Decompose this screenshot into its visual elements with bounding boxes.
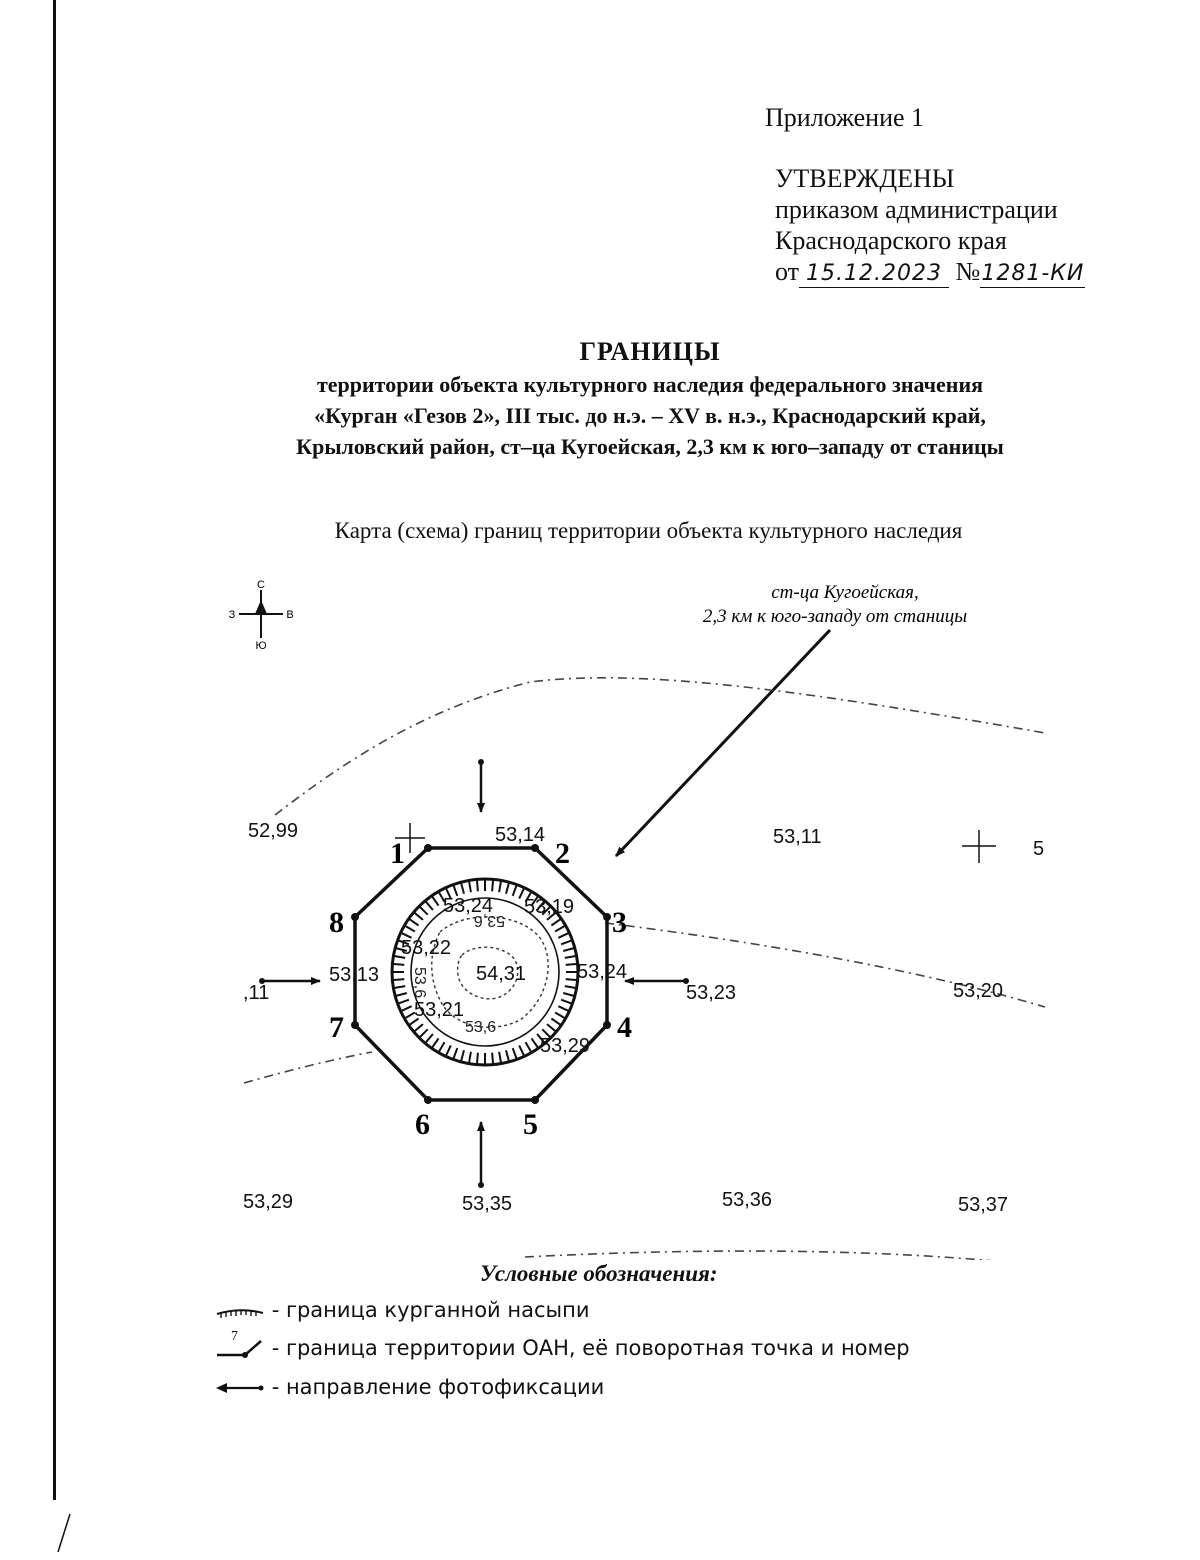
number-prefix: № [955, 257, 981, 286]
point-label-3: 3 [612, 906, 627, 939]
hachure-tick [401, 1006, 412, 1011]
map-caption: Карта (схема) границ территории объекта культурного наследия [334, 518, 963, 543]
title-main: ГРАНИЦЫ [579, 337, 721, 366]
hachure-tick [565, 986, 577, 988]
legend-item-mound [215, 1298, 589, 1322]
elevation-15: 53,29 [540, 1035, 591, 1057]
hachure-tick [425, 901, 433, 910]
hachure-tick [513, 885, 517, 896]
elevation-3: 53,11 [773, 826, 822, 848]
appendix-label: Приложение 1 [765, 103, 925, 132]
hachure-tick [499, 1052, 501, 1064]
hachure-tick [551, 919, 561, 926]
contour-label-top: 53,6 [473, 912, 505, 929]
hachure-tick [398, 1000, 409, 1004]
hachure-tick [477, 879, 478, 891]
hachure-tick [461, 882, 464, 894]
point-label-8: 8 [329, 906, 344, 939]
location-note-line-2: 2,3 км к юго-западу от станицы [702, 606, 968, 627]
elevation-17: 53,35 [462, 1193, 513, 1215]
pointer-arrow [616, 630, 830, 856]
hachure-tick [492, 1053, 493, 1065]
point-label-4: 4 [617, 1011, 632, 1044]
boundary-map [0, 560, 1200, 1260]
compass-e: В [286, 609, 294, 621]
elevation-6: 53,19 [524, 896, 575, 918]
legend-point-number: 7 [231, 1329, 238, 1344]
document-title [0, 335, 1200, 462]
hachure-tick [555, 926, 565, 932]
hachure-tick [526, 1042, 532, 1052]
hachure-tick [551, 1019, 561, 1026]
approved-line-1: приказом администрации [775, 195, 1058, 224]
hachure-tick [499, 880, 501, 892]
hachure-tick [519, 1045, 524, 1056]
legend-item-boundary-label: - граница территории ОАН, её поворотная точка и номер [271, 1336, 910, 1360]
hachure-tick [563, 948, 575, 951]
elevation-8: 53,13 [329, 964, 380, 986]
hachure-tick [432, 1038, 439, 1048]
elevation-19: 53,37 [958, 1194, 1009, 1216]
cross-marker-icon [962, 830, 996, 863]
hachure-tick [419, 906, 428, 915]
hachure-tick [414, 1024, 423, 1032]
photo-direction-symbol-icon [215, 1381, 265, 1395]
hachure-tick [532, 1038, 539, 1048]
boundary-point-symbol-icon [215, 1329, 265, 1361]
hachure-tick [395, 993, 407, 996]
hachure-tick [561, 1000, 572, 1004]
hachure-tick [425, 1034, 433, 1043]
hachure-tick [393, 986, 405, 988]
approved-line-2: Краснодарского края [775, 226, 1007, 255]
elevation-4: 5 [1033, 838, 1045, 860]
hachure-tick [405, 926, 415, 932]
hachure-tick [558, 1006, 569, 1011]
approved-date-line [775, 256, 1085, 288]
compass-s: Ю [255, 640, 267, 652]
hachure-tick [469, 1052, 471, 1064]
contour-label-bottom: 53,6 [465, 1019, 497, 1036]
title-line-3: Крыловский район, ст–ца Кугоейская, 2,3 км к юго–западу от станицы [296, 434, 1004, 459]
elevation-5: 53,24 [443, 895, 494, 917]
elevation-2: 53,14 [495, 824, 546, 846]
compass-w: З [228, 609, 236, 621]
elevation-1: 52,99 [248, 820, 299, 842]
hachure-tick [563, 993, 575, 996]
hachure-tick [565, 956, 577, 958]
hachure-tick [461, 1050, 464, 1062]
hachure-tick [469, 880, 471, 892]
elevation-marks [243, 820, 1044, 1216]
legend-title: Условные обозначения: [480, 1261, 718, 1286]
compass-rose-icon [229, 579, 294, 652]
elevation-9: 54,31 [476, 963, 527, 985]
hachure-tick [506, 1050, 509, 1062]
approval-block [775, 163, 1085, 288]
date-value: 15.12.2023 [799, 261, 949, 288]
hachure-tick [392, 979, 404, 980]
elevation-12: 53,20 [953, 980, 1004, 1002]
legend-item-photo [215, 1375, 604, 1399]
number-value: 1281-КИ [981, 261, 1085, 286]
hachure-tick [566, 979, 578, 980]
legend-item-boundary [215, 1329, 910, 1361]
title-line-2: «Курган «Гезов 2», III тыс. до н.э. – XV в. н.э., Краснодарский край, [314, 403, 986, 428]
hachure-tick [506, 882, 509, 894]
point-label-6: 6 [415, 1108, 430, 1141]
hachure-tick [453, 1048, 457, 1059]
hachure-tick [414, 912, 423, 920]
hachure-tick [561, 940, 572, 944]
hachure-tick [419, 1029, 428, 1038]
hachure-tick [439, 1042, 445, 1052]
legend-item-photo-label: - направление фотофиксации [271, 1375, 605, 1399]
approved-title: УТВЕРЖДЕНЫ [775, 164, 955, 193]
compass-n: С [257, 579, 265, 591]
elevation-16: 53,29 [243, 1191, 294, 1213]
hachure-tick [513, 1048, 517, 1059]
location-note-line-1: ст-ца Кугоейская, [771, 582, 919, 603]
hachure-tick [409, 919, 419, 926]
hachure-tick [547, 1024, 556, 1032]
mound-boundary-symbol-icon [215, 1301, 265, 1321]
point-label-1: 1 [390, 837, 405, 870]
hachure-tick [446, 1045, 451, 1056]
hachure-tick [566, 964, 578, 965]
hachure-tick [392, 964, 404, 965]
elevation-14: 53,21 [414, 999, 465, 1021]
hachure-tick [558, 933, 569, 938]
point-label-5: 5 [523, 1108, 538, 1141]
elevation-10: 53,24 [577, 961, 628, 983]
elevation-13: ,11 [243, 982, 270, 1004]
hachure-tick [432, 896, 439, 906]
point-label-7: 7 [329, 1011, 344, 1044]
title-line-1: территории объекта культурного наследия федерального значения [316, 372, 984, 397]
elevation-7: 53,22 [401, 937, 452, 959]
elevation-18: 53,36 [722, 1189, 773, 1211]
hachure-tick [555, 1013, 565, 1019]
legend-item-mound-label: - граница курганной насыпи [271, 1298, 590, 1322]
elevation-11: 53,23 [686, 982, 737, 1004]
date-prefix: от [775, 257, 800, 286]
hachure-tick [492, 879, 493, 891]
hachure-tick [477, 1053, 478, 1065]
contour-label-left: 53,6 [411, 967, 428, 999]
point-label-2: 2 [555, 837, 570, 870]
